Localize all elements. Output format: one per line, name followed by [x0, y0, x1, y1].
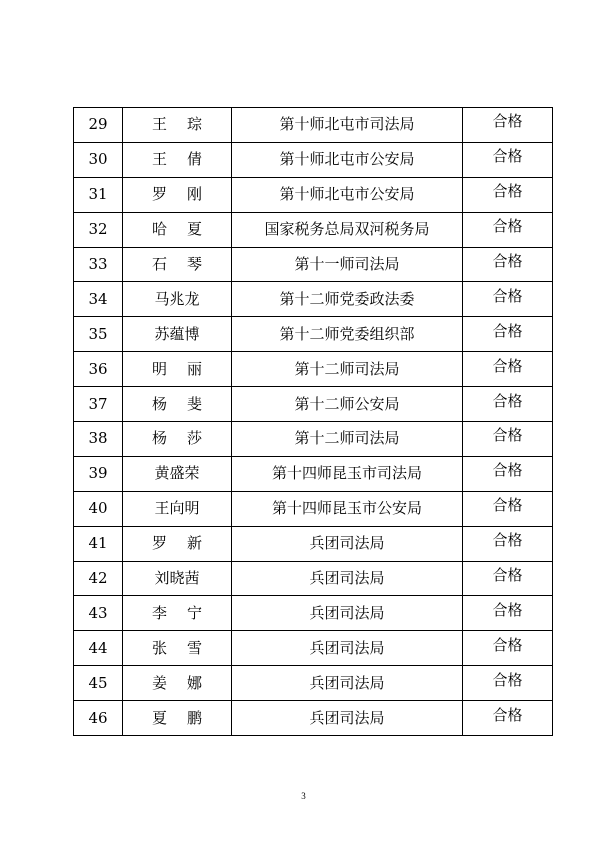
table-row	[74, 561, 553, 596]
row-number-cell: 46	[74, 701, 123, 736]
table-row	[74, 596, 553, 631]
name-cell: 罗新	[123, 526, 232, 561]
table-row	[74, 631, 553, 666]
name-cell: 杨莎	[123, 422, 232, 457]
row-number-cell: 42	[74, 561, 123, 596]
result-cell: 合格	[463, 701, 553, 736]
table-row	[74, 422, 553, 457]
results-table-body	[74, 108, 553, 736]
row-number-cell: 35	[74, 317, 123, 352]
table-row	[74, 491, 553, 526]
table-row	[74, 212, 553, 247]
name-cell: 刘晓茜	[123, 561, 232, 596]
table-row	[74, 247, 553, 282]
row-number-cell: 44	[74, 631, 123, 666]
table-row	[74, 317, 553, 352]
table-row	[74, 701, 553, 736]
row-number-cell: 43	[74, 596, 123, 631]
name-cell: 黄盛荣	[123, 456, 232, 491]
result-cell: 合格	[463, 422, 553, 457]
organization-cell: 兵团司法局	[232, 701, 463, 736]
page-number: 3	[301, 791, 306, 801]
organization-cell: 第十二师党委组织部	[232, 317, 463, 352]
result-cell: 合格	[463, 352, 553, 387]
row-number-cell: 38	[74, 422, 123, 457]
result-cell: 合格	[463, 666, 553, 701]
row-number-cell: 40	[74, 491, 123, 526]
organization-cell: 第十二师司法局	[232, 352, 463, 387]
name-cell: 张雪	[123, 631, 232, 666]
organization-cell: 第十师北屯市公安局	[232, 177, 463, 212]
organization-cell: 第十二师公安局	[232, 387, 463, 422]
row-number-cell: 39	[74, 456, 123, 491]
result-cell: 合格	[463, 491, 553, 526]
result-cell: 合格	[463, 142, 553, 177]
row-number-cell: 36	[74, 352, 123, 387]
result-cell: 合格	[463, 212, 553, 247]
result-cell: 合格	[463, 596, 553, 631]
row-number-cell: 33	[74, 247, 123, 282]
result-cell: 合格	[463, 247, 553, 282]
organization-cell: 第十师北屯市司法局	[232, 108, 463, 143]
row-number-cell: 29	[74, 108, 123, 143]
row-number-cell: 45	[74, 666, 123, 701]
organization-cell: 第十四师昆玉市公安局	[232, 491, 463, 526]
organization-cell: 兵团司法局	[232, 666, 463, 701]
organization-cell: 第十师北屯市公安局	[232, 142, 463, 177]
name-cell: 石琴	[123, 247, 232, 282]
name-cell: 王琮	[123, 108, 232, 143]
organization-cell: 国家税务总局双河税务局	[232, 212, 463, 247]
organization-cell: 兵团司法局	[232, 596, 463, 631]
result-cell: 合格	[463, 631, 553, 666]
table-row	[74, 282, 553, 317]
row-number-cell: 31	[74, 177, 123, 212]
organization-cell: 第十四师昆玉市司法局	[232, 456, 463, 491]
name-cell: 马兆龙	[123, 282, 232, 317]
table-row	[74, 108, 553, 143]
name-cell: 哈夏	[123, 212, 232, 247]
name-cell: 姜娜	[123, 666, 232, 701]
name-cell: 王向明	[123, 491, 232, 526]
organization-cell: 兵团司法局	[232, 526, 463, 561]
name-cell: 李宁	[123, 596, 232, 631]
name-cell: 王倩	[123, 142, 232, 177]
row-number-cell: 32	[74, 212, 123, 247]
organization-cell: 兵团司法局	[232, 631, 463, 666]
table-row	[74, 177, 553, 212]
organization-cell: 第十二师司法局	[232, 422, 463, 457]
row-number-cell: 34	[74, 282, 123, 317]
row-number-cell: 30	[74, 142, 123, 177]
name-cell: 苏蕴博	[123, 317, 232, 352]
table-row	[74, 142, 553, 177]
row-number-cell: 37	[74, 387, 123, 422]
organization-cell: 第十二师党委政法委	[232, 282, 463, 317]
organization-cell: 兵团司法局	[232, 561, 463, 596]
row-number-cell: 41	[74, 526, 123, 561]
result-cell: 合格	[463, 317, 553, 352]
table-row	[74, 456, 553, 491]
results-table	[73, 107, 553, 736]
table-row	[74, 666, 553, 701]
table-row	[74, 387, 553, 422]
table-row	[74, 352, 553, 387]
name-cell: 罗刚	[123, 177, 232, 212]
table-row	[74, 526, 553, 561]
result-cell: 合格	[463, 282, 553, 317]
result-cell: 合格	[463, 456, 553, 491]
result-cell: 合格	[463, 526, 553, 561]
result-cell: 合格	[463, 108, 553, 143]
name-cell: 夏鹏	[123, 701, 232, 736]
result-cell: 合格	[463, 561, 553, 596]
result-cell: 合格	[463, 387, 553, 422]
name-cell: 杨斐	[123, 387, 232, 422]
result-cell: 合格	[463, 177, 553, 212]
name-cell: 明丽	[123, 352, 232, 387]
organization-cell: 第十一师司法局	[232, 247, 463, 282]
